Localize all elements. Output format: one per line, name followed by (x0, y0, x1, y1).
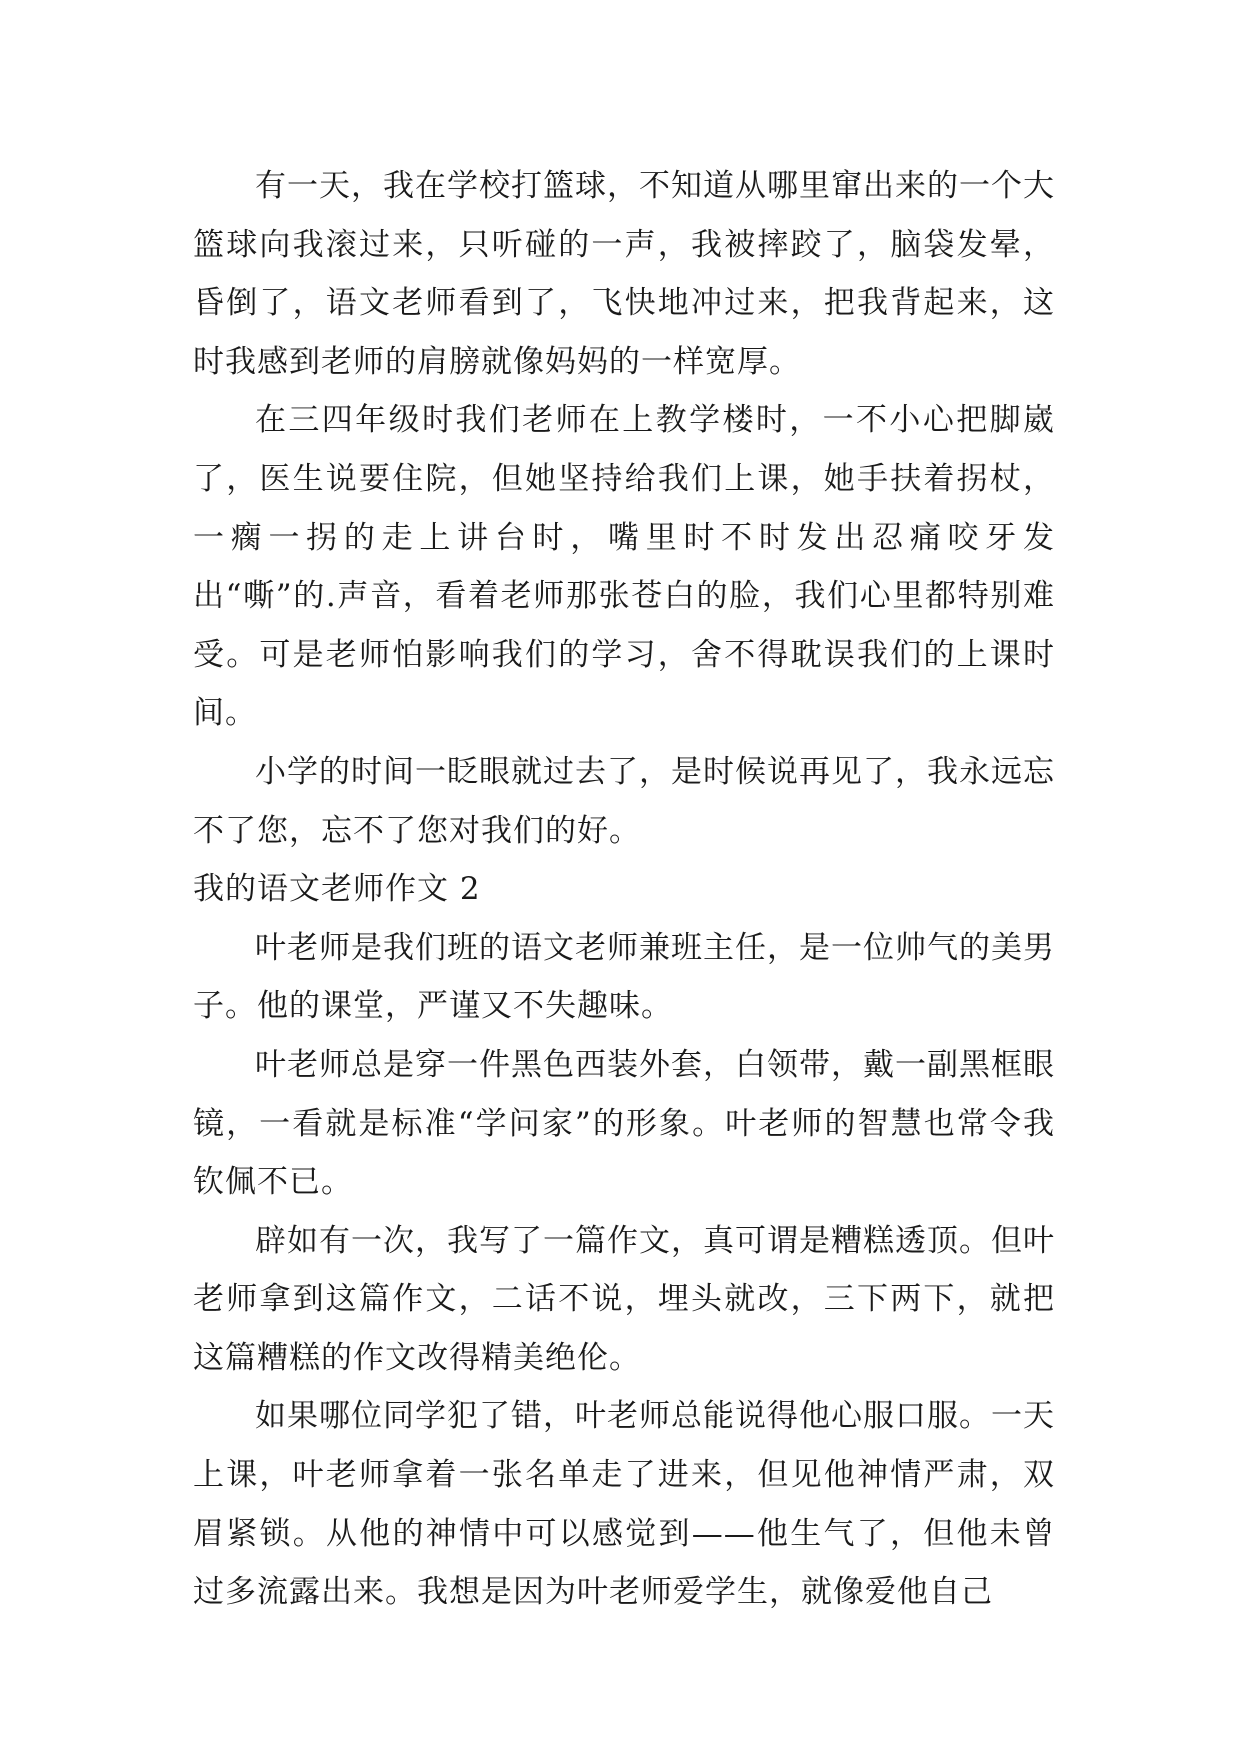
essay-heading: 我的语文老师作文 2 (193, 871, 481, 908)
paragraph-basketball: 有一天，我在学校打篮球，不知道从哪里窜出来的一个大篮球向我滚过来，只听碰的一声，我被摔跤了，脑袋发晕，昏倒了，语文老师看到了，飞快地冲过来，把我背起来，这时我感到老师的肩膀就像妈妈的一样宽厚。 (193, 168, 1055, 380)
paragraph-teacher-ye-appearance: 叶老师总是穿一件黑色西装外套，白领带，戴一副黑框眼镜，一看就是标准“学问家”的形象。叶老师的智慧也常令我钦佩不已。 (193, 1046, 1055, 1201)
paragraph-teacher-ye-intro: 叶老师是我们班的语文老师兼班主任，是一位帅气的美男子。他的课堂，严谨又不失趣味。 (193, 929, 1055, 1025)
paragraph-student-mistake: 如果哪位同学犯了错，叶老师总能说得他心服口服。一天上课，叶老师拿着一张名单走了进来，但见他神情严肃，双眉紧锁。从他的神情中可以感觉到——他生气了，但他未曾过多流露出来。我想是因为叶老师爱学生，就像爱他自己 (193, 1398, 1055, 1611)
document-body (193, 157, 1055, 1622)
paragraph-essay-correction: 辟如有一次，我写了一篇作文，真可谓是糟糕透顶。但叶老师拿到这篇作文，二话不说，埋头就改，三下两下，就把这篇糟糕的作文改得精美绝伦。 (193, 1222, 1055, 1376)
paragraph-injured-teacher: 在三四年级时我们老师在上教学楼时，一不小心把脚崴了，医生说要住院，但她坚持给我们上课，她手扶着拐杖，一瘸一拐的走上讲台时，嘴里时不时发出忍痛咬牙发出“嘶”的.声音，看着老师那张苍白的脸，我们心里都特别难受。可是老师怕影响我们的学习，舍不得耽误我们的上课时间。 (193, 402, 1055, 732)
paragraph-farewell: 小学的时间一眨眼就过去了，是时候说再见了，我永远忘不了您，忘不了您对我们的好。 (193, 753, 1055, 849)
